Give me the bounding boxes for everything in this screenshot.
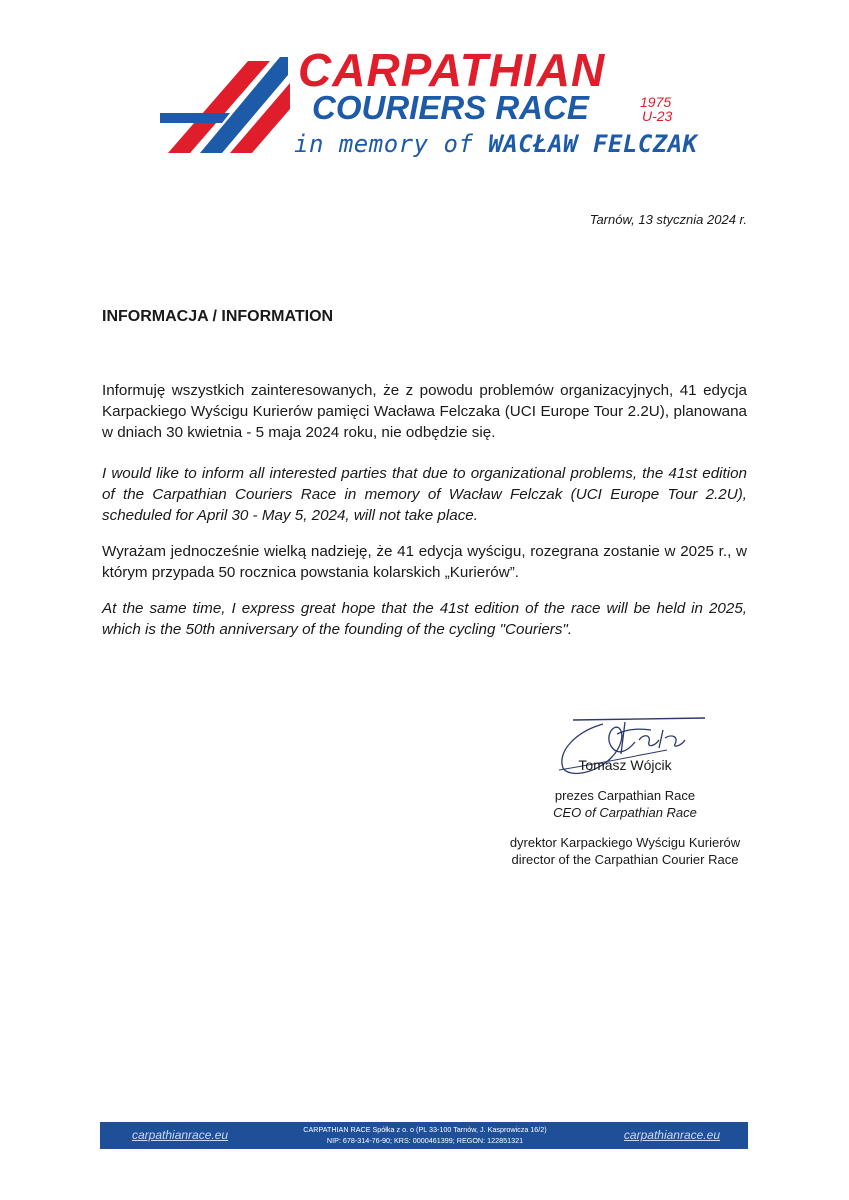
logo-year: 1975 xyxy=(640,94,672,110)
logo-category: U-23 xyxy=(642,108,673,124)
logo-memorial-name: WACŁAW FELCZAK xyxy=(488,130,698,158)
signatory-name: Tomasz Wójcik xyxy=(578,757,672,773)
footer-company-registration: NIP: 678-314-76-90; KRS: 0000461399; REGON: 122851321 xyxy=(326,1136,524,1145)
paragraph-english-2: At the same time, I express great hope that the 41st edition of the race will be held in 2025, which is the 50th anniversary of the founding of the cycling "Couriers". xyxy=(102,600,747,638)
paragraph-english-1: I would like to inform all interested parties that due to organizational problems, the 41st edition of the Carpathian Couriers Race in memory of Wacław Felczak (UCI Europe Tour 2.2U), scheduled for April 30 - May 5, 2024, will not take place. xyxy=(102,465,747,524)
logo-title: CARPATHIAN xyxy=(298,44,606,96)
logo-memorial-prefix: in memory of xyxy=(294,130,474,158)
paragraph-polish-1: Informuję wszystkich zainteresowanych, że z powodu problemów organizacyjnych, 41 edycja Karpackiego Wyścigu Kurierów pamięci Wacława Felczaka (UCI Europe Tour 2.2U), planowana w dniach 30 kwietnia - 5 maja 2024 roku, nie odbędzie się. xyxy=(102,382,747,441)
signatory-role-english: CEO of Carpathian Race xyxy=(553,805,697,820)
paragraph-polish-2: Wyrażam jednocześnie wielką nadzieję, że 41 edycja wyścigu, rozegrana zostanie w 2025 r., w którym przypada 50 rocznica powstania kolarskich „Kurierów”. xyxy=(102,543,747,581)
signatory-director-polish: dyrektor Karpackiego Wyścigu Kurierów xyxy=(509,835,741,850)
logo-subtitle: COURIERS RACE xyxy=(312,89,589,126)
footer-website-link-left[interactable]: carpathianrace.eu xyxy=(132,1128,229,1142)
logo-emblem-icon xyxy=(160,53,300,153)
letter-heading: INFORMACJA / INFORMATION xyxy=(102,308,334,325)
signatory-role-polish: prezes Carpathian Race xyxy=(554,788,696,803)
footer-company-address: CARPATHIAN RACE Spółka z o. o (PL 33-100 Tarnów, J. Kasprowicza 16/2) xyxy=(303,1125,547,1134)
race-logo xyxy=(160,44,698,165)
letter-date: Tarnów, 13 stycznia 2024 r. xyxy=(589,212,747,227)
logo-memorial xyxy=(294,129,698,159)
footer-website-link-right[interactable]: carpathianrace.eu xyxy=(623,1128,720,1142)
footer-company-info xyxy=(280,1124,570,1146)
signatory-director-english: director of the Carpathian Courier Race xyxy=(511,852,739,867)
footer-bar xyxy=(100,1122,748,1149)
